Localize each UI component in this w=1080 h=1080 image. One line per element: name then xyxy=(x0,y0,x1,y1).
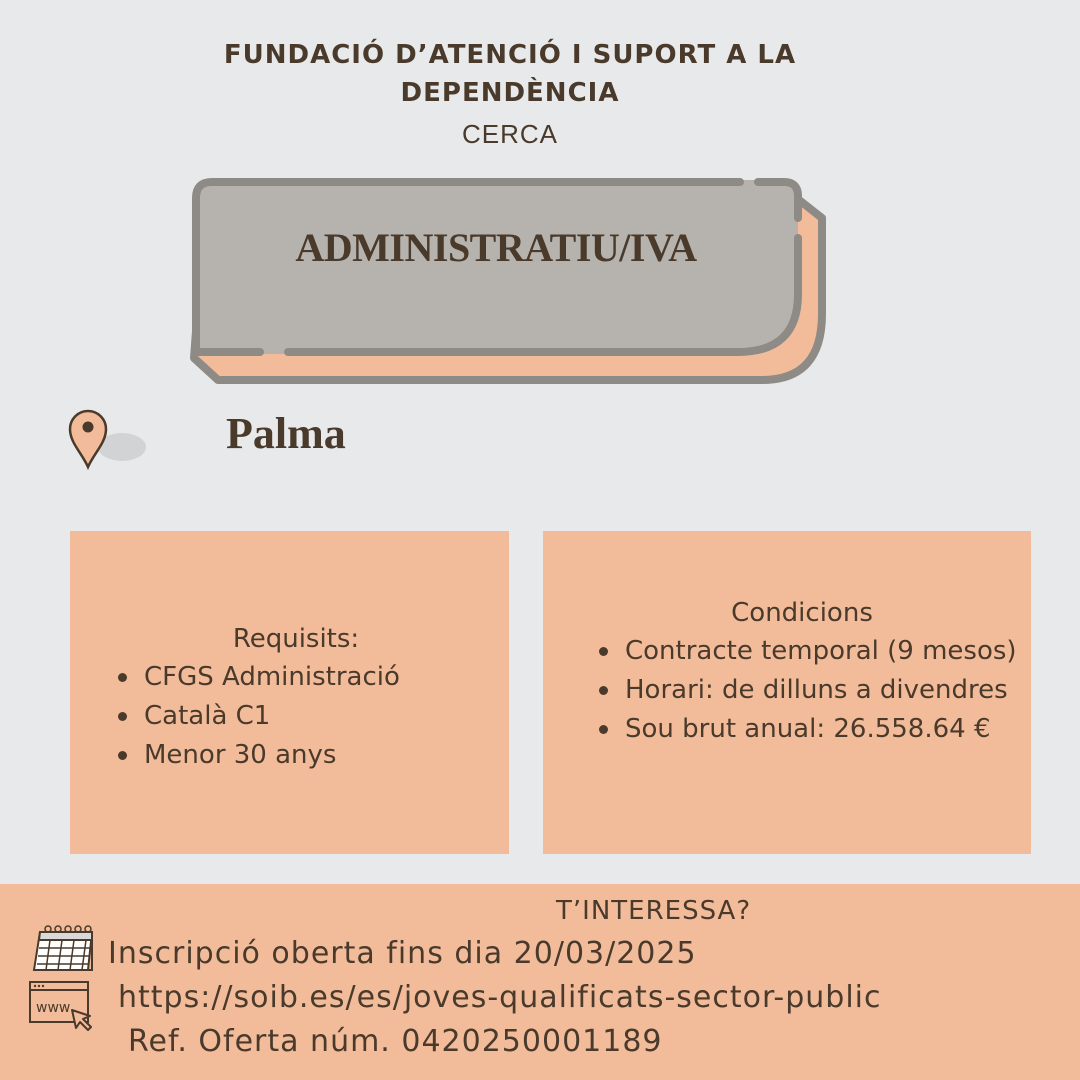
list-item: Menor 30 anys xyxy=(116,736,506,775)
list-item: Sou brut anual: 26.558.64 € xyxy=(597,710,1027,749)
conditions-list xyxy=(597,632,1027,749)
list-item: CFGS Administració xyxy=(116,658,506,697)
banner-shape xyxy=(188,174,832,388)
conditions-card xyxy=(543,531,1031,854)
job-title-banner xyxy=(188,174,832,388)
list-item: Horari: de dilluns a divendres xyxy=(597,671,1027,710)
registration-deadline: Inscripció oberta fins dia 20/03/2025 xyxy=(108,936,697,971)
map-pin-icon xyxy=(68,405,148,471)
www-icon xyxy=(28,980,98,1032)
subtitle: CERCA xyxy=(461,119,558,149)
offer-reference: Ref. Oferta núm. 0420250001189 xyxy=(128,1024,663,1059)
list-item: Contracte temporal (9 mesos) xyxy=(597,632,1027,671)
conditions-title: Condicions xyxy=(731,598,873,628)
requirements-title: Requisits: xyxy=(232,624,360,654)
requirements-list xyxy=(116,658,506,775)
job-title: ADMINISTRATIU/IVA xyxy=(295,225,697,270)
organization-name-line-2: DEPENDÈNCIA xyxy=(400,78,620,108)
offer-link[interactable]: https://soib.es/es/joves-qualificats-sector-public xyxy=(118,980,882,1015)
list-item: Català C1 xyxy=(116,697,506,736)
calendar-icon xyxy=(32,924,96,974)
requirements-card xyxy=(70,531,509,854)
header xyxy=(0,36,1020,154)
footer-title: T’INTERESSA? xyxy=(556,896,752,926)
location-city: Palma xyxy=(226,409,346,458)
www-icon-label: www xyxy=(36,1000,71,1016)
footer xyxy=(0,884,1080,1080)
organization-name-line-1: FUNDACIÓ D’ATENCIÓ I SUPORT A LA xyxy=(223,40,797,70)
